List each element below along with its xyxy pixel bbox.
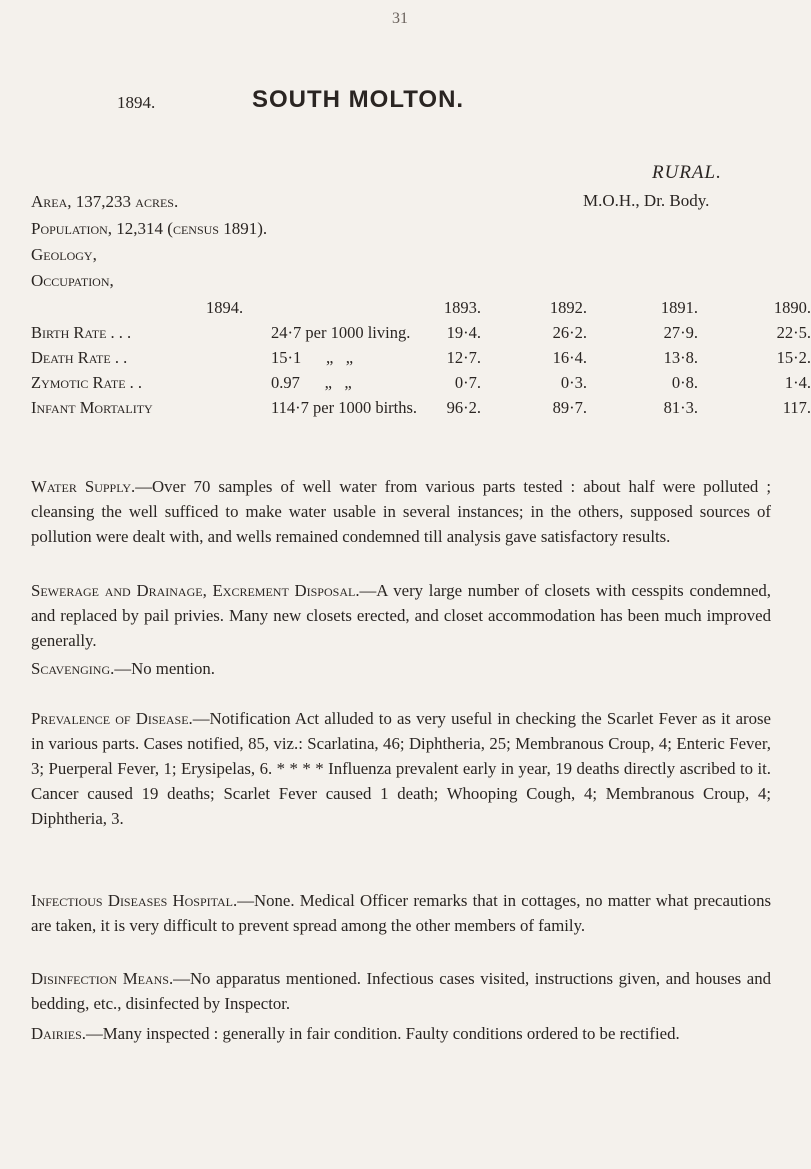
value-1890: 1·4. <box>784 373 811 392</box>
value-1893: 96·2. <box>446 398 481 417</box>
paragraph-heading: Water Supply. <box>31 477 136 496</box>
paragraph-body: —No mention. <box>114 659 215 678</box>
value-1891: 81·3. <box>663 398 698 417</box>
paragraph-body: —Many inspected : generally in fair condition. Faulty conditions ordered to be rectified. <box>85 1024 680 1043</box>
scavenging-paragraph <box>31 656 771 681</box>
stats-row-birth-rate <box>31 323 811 348</box>
header-1892: 1892. <box>549 298 587 317</box>
value-1892: 89·7. <box>552 398 587 417</box>
paragraph-heading: Dairies. <box>31 1024 86 1043</box>
paragraph-heading: Sewerage and Drainage, Excrement Disposal. <box>31 581 360 600</box>
district-category: RURAL. <box>652 162 722 183</box>
header-1894: 1894. <box>206 298 244 317</box>
value-1892: 0·3. <box>560 373 587 392</box>
paragraph-body: —Over 70 samples of well water from various parts tested : about half were polluted ; cleansing the well sufficed to make water usable in several instances; in the others, supposed sources of pollution were dealt with, and wells remained condemned till analysis gave satisfactory results. <box>31 477 771 546</box>
header-1891: 1891. <box>660 298 698 317</box>
paragraph-heading: Disinfection Means. <box>31 969 174 988</box>
value-1893: 0·7. <box>454 373 481 392</box>
water-supply-paragraph <box>31 474 771 549</box>
area-info: Area, 137,233 acres. <box>31 192 179 211</box>
stats-row-death-rate <box>31 348 811 373</box>
paragraph-body: —A very large number of closets with cesspits condemned, and replaced by pail privies. Many new closets erected, and closet accommodation has been much improved generally. <box>31 581 771 650</box>
stats-header-row <box>31 298 811 323</box>
dairies-paragraph <box>31 1021 771 1046</box>
value-1891: 13·8. <box>663 348 698 367</box>
paragraph-heading: Scavenging. <box>31 659 115 678</box>
value-1890: 15·2. <box>776 348 811 367</box>
infectious-hospital-paragraph <box>31 888 771 938</box>
row-label: Death Rate . . <box>31 348 128 367</box>
value-1894: 24·7 per 1000 living. <box>271 323 411 342</box>
value-1890: 22·5. <box>776 323 811 342</box>
row-label: Zymotic Rate . . <box>31 373 143 392</box>
value-1892: 16·4. <box>552 348 587 367</box>
value-1893: 12·7. <box>446 348 481 367</box>
paragraph-body: —No apparatus mentioned. Infectious cases visited, instructions given, and houses and bedding, etc., disinfected by Inspector. <box>31 969 771 1013</box>
value-1894: 0.97 „ „ <box>271 373 352 392</box>
district-title: SOUTH MOLTON. <box>252 86 465 113</box>
page-number: 31 <box>392 10 408 27</box>
value-1892: 26·2. <box>552 323 587 342</box>
row-label: Birth Rate . . . <box>31 323 132 342</box>
header-1893: 1893. <box>443 298 481 317</box>
value-1891: 27·9. <box>663 323 698 342</box>
paragraph-heading: Infectious Diseases Hospital. <box>31 891 238 910</box>
occupation-info: Occupation, <box>31 271 114 290</box>
value-1893: 19·4. <box>446 323 481 342</box>
report-year: 1894. <box>117 93 156 112</box>
geology-info: Geology, <box>31 245 97 264</box>
value-1894: 15·1 „ „ <box>271 348 354 367</box>
paragraph-body: —None. Medical Officer remarks that in cottages, no matter what precautions are taken, it is very difficult to prevent spread among the other members of family. <box>31 891 771 935</box>
population-info: Population, 12,314 (census 1891). <box>31 219 268 238</box>
stats-row-zymotic-rate <box>31 373 811 398</box>
row-label: Infant Mortality <box>31 398 153 417</box>
prevalence-of-disease-paragraph <box>31 706 771 831</box>
stats-row-infant-mortality <box>31 398 811 423</box>
paragraph-heading: Prevalence of Disease. <box>31 709 193 728</box>
sewerage-paragraph <box>31 578 771 653</box>
medical-officer: M.O.H., Dr. Body. <box>583 191 710 210</box>
value-1891: 0·8. <box>671 373 698 392</box>
header-1890: 1890. <box>773 298 811 317</box>
vital-statistics-table <box>31 298 811 423</box>
value-1894: 114·7 per 1000 births. <box>271 398 418 417</box>
value-1890: 117. <box>782 398 811 417</box>
disinfection-paragraph <box>31 966 771 1016</box>
paragraph-body: —Notification Act alluded to as very useful in checking the Scarlet Fever as it arose in various parts. Cases notified, 85, viz.: Scarlatina, 46; Diphtheria, 25; Membranous Croup, 4; Enteric Fever, 3; Puerperal Fever, 1; Erysipelas, 6. * * * * Influenza prevalent early in year, 19 deaths directly ascribed to it. Cancer caused 19 deaths; Scarlet Fever caused 1 death; Whooping Cough, 4; Membranous Croup, 4; Diphtheria, 3. <box>31 709 771 828</box>
